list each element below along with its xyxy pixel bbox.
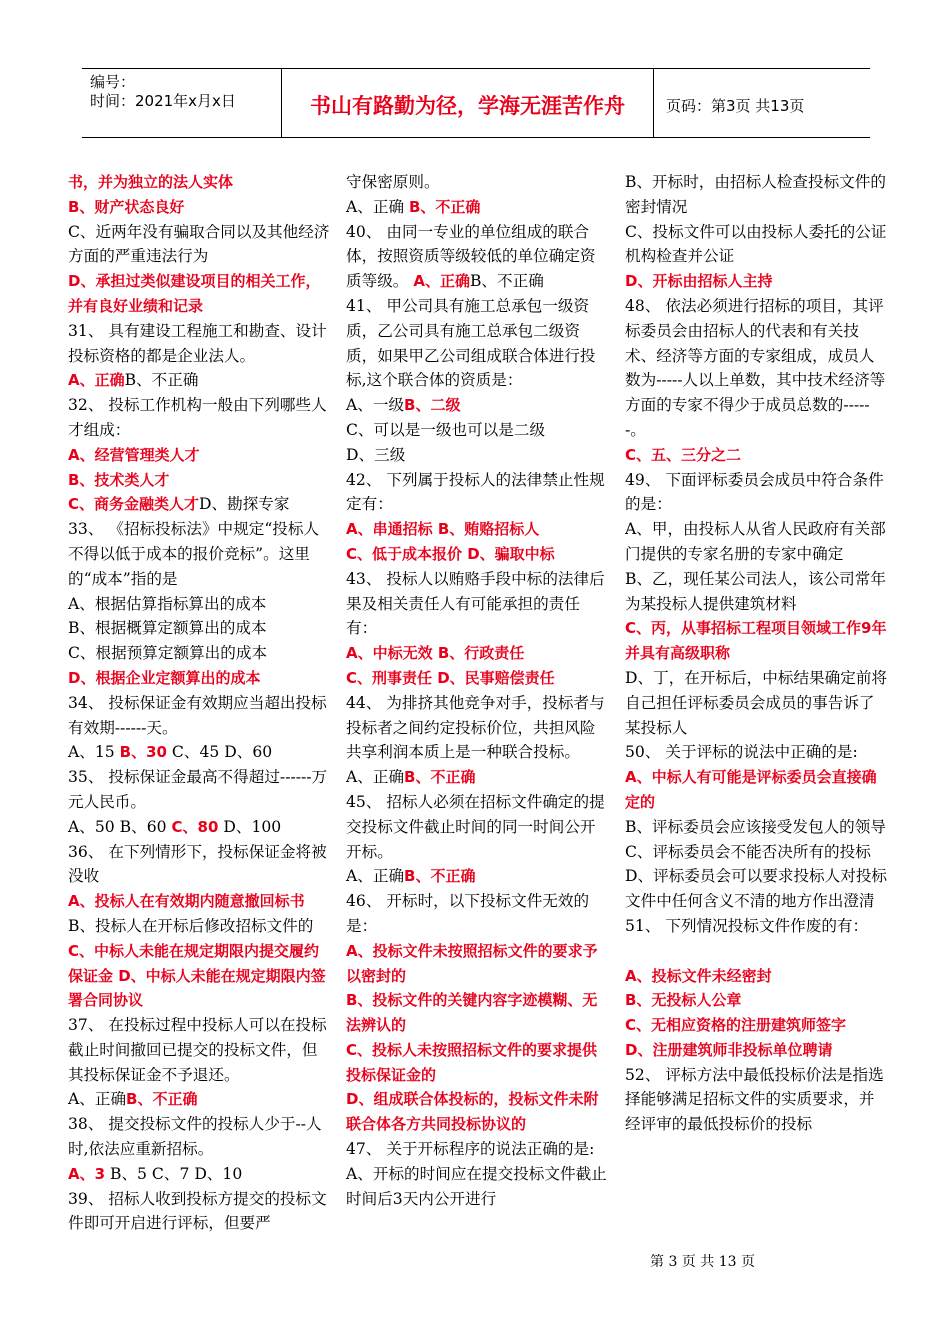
- question-text: D、三级: [346, 445, 406, 464]
- question-text: B、评标委员会应该接受发包人的领导: [625, 817, 886, 836]
- paragraph: [68, 1187, 330, 1237]
- paragraph: [68, 1162, 330, 1187]
- header-page-label: 页码：第3页 共13页: [666, 96, 805, 115]
- paragraph: [625, 517, 887, 567]
- answer-text: B、不正确: [126, 1090, 198, 1109]
- paragraph: [625, 1063, 887, 1137]
- paragraph: [68, 195, 330, 220]
- question-text: 50、 关于评标的说法中正确的是:: [625, 743, 858, 762]
- answer-text: B、财产状态良好: [68, 197, 185, 216]
- paragraph: [68, 220, 330, 270]
- paragraph: [625, 1013, 887, 1038]
- paragraph: [346, 170, 608, 195]
- question-text: 36、 在下列情形下，投标保证金将被没收: [68, 842, 327, 886]
- answer-text: C、刑事责任 D、民事赔偿责任: [346, 668, 555, 687]
- question-text: A、正确: [346, 867, 405, 886]
- question-text: 45、 招标人必须在招标文件确定的提交投标文件截止时间的同一时间公开开标。: [346, 792, 605, 861]
- question-text: A、正确: [68, 1090, 127, 1109]
- paragraph: [625, 468, 887, 518]
- paragraph: [346, 889, 608, 939]
- question-text: C、投标文件可以由投标人委托的公证机构检查并公证: [625, 222, 887, 266]
- answer-text: B、无投标人公章: [625, 991, 742, 1010]
- paragraph: [625, 269, 887, 294]
- question-text: 34、 投标保证金有效期应当超出投标有效期------天。: [68, 693, 327, 737]
- paragraph: [346, 468, 608, 518]
- paragraph: [68, 1087, 330, 1112]
- answer-text: C、中标人未能在规定期限内提交履约保证金 D、中标人未能在规定期限内签署合同协议: [68, 941, 326, 1010]
- answer-text: C、无相应资格的注册建筑师签字: [625, 1016, 847, 1035]
- paragraph: [68, 616, 330, 641]
- question-text: 31、 具有建设工程施工和勘查、设计投标资格的都是企业法人。: [68, 321, 327, 365]
- question-text: B、不正确: [469, 272, 544, 291]
- paragraph: [346, 517, 608, 542]
- paragraph: [625, 443, 887, 468]
- paragraph: [625, 840, 887, 865]
- answer-text: D、注册建筑师非投标单位聘请: [625, 1040, 833, 1059]
- paragraph: [68, 889, 330, 1013]
- paragraph: [68, 765, 330, 815]
- paragraph: [625, 220, 887, 270]
- question-text: B、5 C、7 D、10: [105, 1164, 243, 1183]
- paragraph: [346, 691, 608, 790]
- text-column-2: [346, 170, 608, 1211]
- paragraph: [68, 492, 330, 517]
- paragraph: [346, 1162, 608, 1212]
- answer-text: D、根据企业定额算出的成本: [68, 668, 261, 687]
- paragraph: [346, 1087, 608, 1137]
- paragraph: [625, 1038, 887, 1063]
- answer-text: A、中标无效 B、行政责任: [346, 644, 525, 663]
- paragraph: [68, 666, 330, 691]
- answer-text: A、正确: [68, 371, 125, 390]
- paragraph: [625, 666, 887, 740]
- answer-text: A、串通招标 B、贿赂招标人: [346, 520, 540, 539]
- paragraph: [625, 964, 887, 989]
- answer-text: A、投标人在有效期内随意撤回标书: [68, 892, 305, 911]
- question-text: D、丁，在开标后，中标结果确定前将自己担任评标委员会成员的事告诉了某投标人: [625, 668, 888, 737]
- paragraph: [346, 393, 608, 418]
- paragraph: [68, 815, 330, 840]
- paragraph: [625, 616, 887, 666]
- paragraph: [68, 468, 330, 493]
- question-text: B、乙，现任某公司法人，该公司常年为某投标人提供建筑材料: [625, 569, 886, 613]
- question-text: 37、 在投标过程中投标人可以在投标截止时间撤回已提交的投标文件，但其投标保证金不予退还。: [68, 1016, 327, 1084]
- question-text: A、根据估算指标算出的成本: [68, 594, 267, 613]
- paragraph: [346, 1038, 608, 1088]
- header-slogan: 书山有路勤为径，学海无涯苦作舟: [282, 69, 654, 137]
- answer-text: C、五、三分之二: [625, 445, 742, 464]
- answer-text: C、投标人未按照招标文件的要求提供投标保证金的: [346, 1040, 598, 1084]
- answer-text: B、不正确: [409, 197, 481, 216]
- question-text: 52、 评标方法中最低投标价法是指选择能够满足招标文件的实质要求，并经评审的最低投标价的投标: [625, 1065, 884, 1134]
- answer-text: D、开标由招标人主持: [625, 272, 773, 291]
- question-text: 35、 投标保证金最高不得超过------万元人民币。: [68, 768, 328, 811]
- question-text: A、甲，由投标人从省人民政府有关部门提供的专家名册的专家中确定: [625, 520, 886, 563]
- question-text: 守保密原则。: [346, 173, 440, 191]
- text-column-3: [625, 170, 887, 1137]
- paragraph: [68, 592, 330, 617]
- answer-text: A、投标文件未按照招标文件的要求予以密封的: [346, 941, 598, 985]
- answer-text: B、不正确: [404, 867, 476, 886]
- answer-text: C、低于成本报价 D、骗取中标: [346, 544, 555, 563]
- answer-text: D、组成联合体投标的，投标文件未附联合体各方共同投标协议的: [346, 1090, 599, 1134]
- answer-text: C、丙，从事招标工程项目领域工作9年并具有高级职称: [625, 619, 887, 663]
- page-footer: 第 3 页 共 13 页: [650, 1254, 755, 1270]
- number-label: 编号：: [90, 73, 136, 91]
- answer-text: A、中标人有可能是评标委员会直接确定的: [625, 768, 877, 811]
- paragraph: [68, 443, 330, 468]
- question-text: B、开标时，由招标人检查投标文件的密封情况: [625, 173, 886, 216]
- paragraph: [625, 914, 887, 939]
- answer-text: C、80: [171, 817, 219, 836]
- paragraph: [68, 517, 330, 591]
- paragraph: [346, 220, 608, 294]
- paragraph: [346, 443, 608, 468]
- question-text: A、50 B、60: [68, 817, 172, 836]
- question-text: 39、 招标人收到投标方提交的投标文件即可开启进行评标，但要严: [68, 1189, 327, 1233]
- paragraph: [625, 939, 887, 964]
- paragraph: [346, 988, 608, 1038]
- question-text: B、不正确: [124, 371, 199, 390]
- question-text: B、投标人在开标后修改招标文件的: [68, 916, 314, 935]
- answer-text: B、二级: [404, 396, 461, 415]
- paragraph: [346, 666, 608, 691]
- paragraph: [68, 1112, 330, 1162]
- paragraph: [346, 790, 608, 864]
- paragraph: [68, 319, 330, 369]
- paragraph: [68, 1013, 330, 1087]
- paragraph: [68, 393, 330, 443]
- paragraph: [346, 294, 608, 393]
- question-text: D、评标委员会可以要求投标人对投标文件中任何含义不清的地方作出澄清: [625, 867, 888, 911]
- paragraph: [346, 542, 608, 567]
- answer-text: B、不正确: [404, 768, 476, 787]
- answer-text: B、30: [119, 743, 167, 762]
- paragraph: [625, 740, 887, 765]
- paragraph: [625, 765, 887, 815]
- paragraph: [68, 840, 330, 890]
- paragraph: [625, 294, 887, 443]
- answer-text: A、经营管理类人才: [68, 445, 200, 464]
- question-text: A、15: [68, 743, 120, 762]
- answer-text: A、3: [68, 1164, 106, 1183]
- date-label: 时间：2021年x月x日: [90, 92, 236, 110]
- paragraph: [346, 418, 608, 443]
- answer-text: D、承担过类似建设项目的相关工作，并有良好业绩和记录: [68, 272, 321, 315]
- question-text: A、开标的时间应在提交投标文件截止时间后3天内公开进行: [346, 1164, 607, 1208]
- paragraph: [68, 368, 330, 393]
- question-text: 47、 关于开标程序的说法正确的是:: [346, 1140, 595, 1159]
- paragraph: [625, 567, 887, 617]
- question-text: 33、 《招标投标法》中规定“投标人不得以低于成本的报价竞标”。这里的“成本”指的是: [68, 520, 320, 588]
- paragraph: [625, 864, 887, 914]
- text-column-1: [68, 170, 330, 1236]
- question-text: B、根据概算定额算出的成本: [68, 619, 267, 638]
- paragraph: [68, 691, 330, 741]
- paragraph: [625, 170, 887, 220]
- page-header: [82, 68, 870, 138]
- paragraph: [346, 939, 608, 989]
- question-text: C、近两年没有骗取合同以及其他经济方面的严重违法行为: [68, 222, 330, 266]
- question-text: 48、 依法必须进行招标的项目，其评标委员会由招标人的代表和有关技术、经济等方面的专家组成，成员人数为-----人以上单数，其中技术经济等方面的专家不得少于成员总数的------。: [625, 296, 886, 439]
- question-text: 43、 投标人以贿赂手段中标的法律后果及相关责任人有可能承担的责任有：: [346, 569, 605, 638]
- question-text: C、45 D、60: [166, 743, 273, 762]
- question-text: 40、 由同一专业的单位组成的联合体，按照资质等级较低的单位确定资质等级。: [346, 222, 596, 291]
- answer-text: A、投标文件未经密封: [625, 966, 772, 985]
- paragraph: [68, 170, 330, 195]
- answer-text: 书，并为独立的法人实体: [68, 173, 234, 191]
- question-text: D、100: [218, 817, 282, 836]
- paragraph: [625, 988, 887, 1013]
- paragraph: [68, 740, 330, 765]
- question-text: C、根据预算定额算出的成本: [68, 644, 268, 663]
- question-text: 49、 下面评标委员会成员中符合条件的是：: [625, 470, 884, 514]
- question-text: 32、 投标工作机构一般由下列哪些人才组成：: [68, 396, 327, 439]
- answer-text: C、商务金融类人才: [68, 495, 200, 514]
- paragraph: [346, 567, 608, 641]
- header-meta: [82, 69, 282, 137]
- paragraph: [68, 269, 330, 319]
- question-text: 51、 下列情况投标文件作废的有：: [625, 916, 869, 935]
- question-text: A、正确: [346, 197, 409, 216]
- question-text: D、勘探专家: [199, 495, 290, 514]
- question-text: 38、 提交投标文件的投标人少于--人时,依法应重新招标。: [68, 1115, 322, 1159]
- paragraph: [68, 641, 330, 666]
- paragraph: [346, 864, 608, 889]
- question-text: 46、 开标时，以下投标文件无效的是：: [346, 892, 590, 935]
- paragraph: [625, 815, 887, 840]
- question-text: C、评标委员会不能否决所有的投标: [625, 842, 871, 861]
- question-text: A、一级: [346, 396, 405, 415]
- question-text: 41、 甲公司具有施工总承包一级资质，乙公司具有施工总承包二级资质，如果甲乙公司组成联合体进行投标,这个联合体的资质是：: [346, 296, 596, 390]
- question-text: 42、 下列属于投标人的法律禁止性规定有：: [346, 470, 605, 514]
- paragraph: [346, 1137, 608, 1162]
- question-text: C、可以是一级也可以是二级: [346, 420, 546, 439]
- answer-text: B、投标文件的关键内容字迹模糊、无法辨认的: [346, 991, 598, 1035]
- answer-text: A、正确: [413, 272, 470, 291]
- question-text: 44、 为排挤其他竞争对手，投标者与投标者之间约定投标价位，共担风险共享利润本质上是一种联合投标。 A、正确: [346, 693, 605, 787]
- paragraph: [346, 195, 608, 220]
- answer-text: B、技术类人才: [68, 470, 170, 489]
- paragraph: [346, 641, 608, 666]
